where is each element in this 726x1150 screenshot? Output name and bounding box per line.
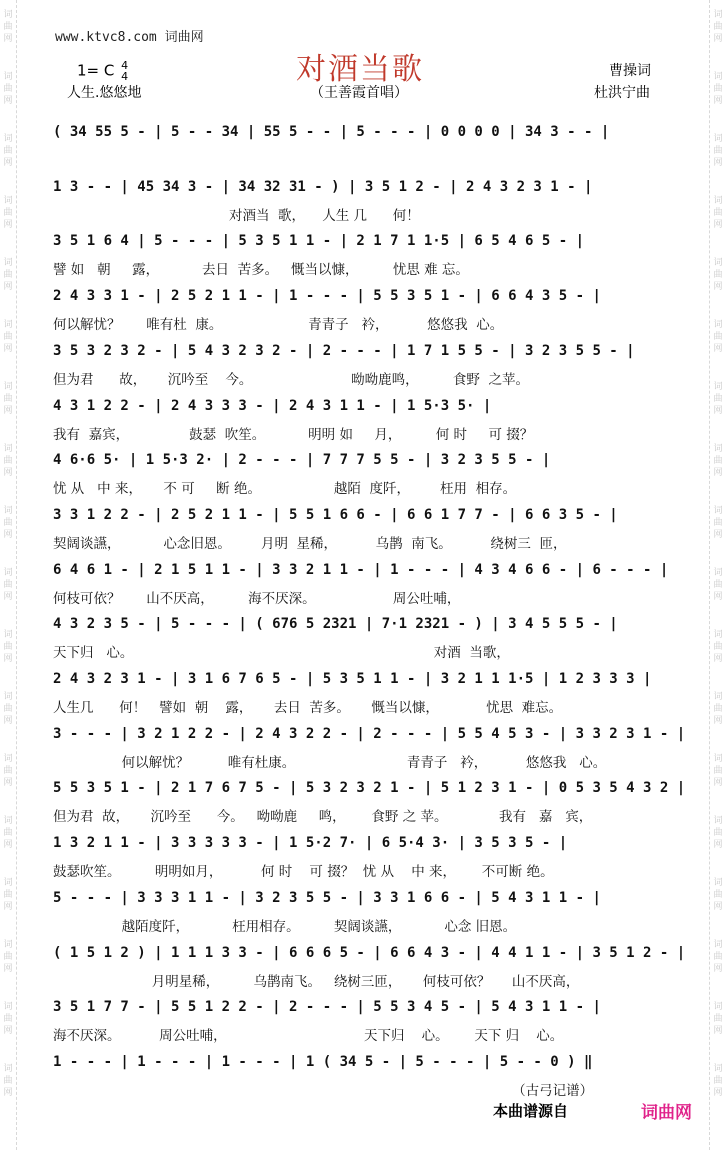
watermark-glyph: 词 xyxy=(3,754,13,764)
watermark-glyph: 曲 xyxy=(713,704,723,714)
watermark-glyph: 曲 xyxy=(713,766,723,776)
watermark-glyph: 曲 xyxy=(713,22,723,32)
score-row xyxy=(53,944,686,990)
score-row xyxy=(53,834,665,881)
watermark-glyph: 词 xyxy=(713,568,723,578)
watermark-glyph: 词 xyxy=(3,630,13,640)
watermark-glyph: 词 xyxy=(3,506,13,516)
watermark-glyph: 词 xyxy=(713,72,723,82)
watermark-glyph: 词 xyxy=(713,1002,723,1012)
time-top: 4 xyxy=(121,59,129,72)
score-row xyxy=(53,889,665,935)
lyric-line: 海不厌深。 周公吐哺， 天下归 心。 天下 归 心。 xyxy=(53,1028,564,1045)
watermark-glyph: 曲 xyxy=(713,890,723,900)
score-row xyxy=(53,178,665,224)
watermark-glyph: 词 xyxy=(3,134,13,144)
notation-line: ( 1 5 1 2 ) | 1 1 1 3 3 - | 6 6 6 5 - | 6 6 4 3 - | 4 4 1 1 - | 3 5 1 2 - | xyxy=(53,944,686,961)
watermark-glyph: 网 xyxy=(3,654,13,664)
lyric-line: 忧 从 中 来， 不 可 断 绝。 越陌 度阡， 枉用 相存。 xyxy=(53,481,517,498)
watermark-glyph: 网 xyxy=(3,468,13,478)
watermark-glyph: 网 xyxy=(713,344,723,354)
watermark-glyph: 网 xyxy=(713,1088,723,1098)
watermark-glyph: 网 xyxy=(713,158,723,168)
score-row xyxy=(53,725,686,771)
watermark-glyph: 曲 xyxy=(713,208,723,218)
watermark-glyph: 曲 xyxy=(3,1014,13,1024)
watermark-glyph: 词 xyxy=(713,878,723,888)
watermark-glyph: 曲 xyxy=(713,518,723,528)
watermark-glyph: 词 xyxy=(713,382,723,392)
watermark-glyph: 网 xyxy=(713,406,723,416)
watermark-glyph: 曲 xyxy=(713,146,723,156)
watermark-glyph: 曲 xyxy=(3,828,13,838)
right-watermark-strip xyxy=(709,0,726,1150)
notation-line: 5 - - - | 3 3 3 1 1 - | 3 2 3 5 5 - | 3 3 1 6 6 - | 5 4 3 1 1 - | xyxy=(53,889,601,906)
watermark-glyph: 曲 xyxy=(713,456,723,466)
watermark-glyph: 曲 xyxy=(3,208,13,218)
time-bottom: 4 xyxy=(121,70,129,83)
lyric-line: 对酒当 歌， 人生 几 何！ xyxy=(53,207,420,224)
watermark-glyph: 曲 xyxy=(3,704,13,714)
watermark-glyph: 曲 xyxy=(3,952,13,962)
score-row xyxy=(53,123,665,151)
watermark-glyph: 词 xyxy=(713,630,723,640)
watermark-glyph: 曲 xyxy=(3,84,13,94)
watermark-glyph: 词 xyxy=(713,754,723,764)
watermark-glyph: 网 xyxy=(713,778,723,788)
watermark-glyph: 网 xyxy=(713,902,723,912)
watermark-glyph: 词 xyxy=(713,816,723,826)
notation-line: 1 3 - - | 45 34 3 - | 34 32 31 - ) | 3 5 1 2 - | 2 4 3 2 3 1 - | xyxy=(53,178,593,195)
watermark-glyph: 曲 xyxy=(713,580,723,590)
lyric-line: 何枝可依？ 山不厌高， 海不厌深。 周公吐哺， xyxy=(53,590,461,607)
watermark-glyph: 网 xyxy=(3,592,13,602)
notation-line: 3 3 1 2 2 - | 2 5 2 1 1 - | 5 5 1 6 6 - | 6 6 1 7 7 - | 6 6 3 5 - | xyxy=(53,506,618,523)
lyric-line: 人生几 何！ 譬如 朝 露， 去日 苦多。 慨当以慷， 忧思 难忘。 xyxy=(53,700,563,716)
watermark-glyph: 网 xyxy=(3,530,13,540)
watermark-glyph: 词 xyxy=(3,940,13,950)
lyric-line: （古弓记谱） xyxy=(53,1082,594,1099)
lyric-line: 天下归 心。 对酒 当歌， xyxy=(53,645,510,662)
watermark-glyph: 曲 xyxy=(713,270,723,280)
lyricist-credit: 曹操词 xyxy=(609,63,651,79)
score-row xyxy=(53,287,665,334)
watermark-glyph: 曲 xyxy=(3,1076,13,1086)
lyric-line: 月明星稀， 乌鹊南飞。 绕树三匝， 何枝可依？ 山不厌高， xyxy=(53,973,580,990)
song-title: 对酒当歌 xyxy=(296,52,424,87)
watermark-glyph: 曲 xyxy=(3,890,13,900)
watermark-glyph: 网 xyxy=(713,716,723,726)
score-row xyxy=(53,779,686,826)
watermark-glyph: 曲 xyxy=(3,394,13,404)
source-logo: 词曲网 xyxy=(641,1103,692,1123)
notation-line: 2 4 3 3 1 - | 2 5 2 1 1 - | 1 - - - | 5 5 3 5 1 - | 6 6 4 3 5 - | xyxy=(53,288,601,305)
watermark-glyph: 曲 xyxy=(713,828,723,838)
notation-line: 3 - - - | 3 2 1 2 2 - | 2 4 3 2 2 - | 2 - - - | 5 5 4 5 3 - | 3 3 2 3 1 - | xyxy=(53,725,686,742)
score-row xyxy=(53,397,665,443)
watermark-glyph: 曲 xyxy=(713,1076,723,1086)
score-row xyxy=(53,998,665,1045)
key-signature xyxy=(77,60,128,82)
watermark-glyph: 曲 xyxy=(713,1014,723,1024)
watermark-glyph: 词 xyxy=(3,1002,13,1012)
watermark-glyph: 网 xyxy=(3,1088,13,1098)
watermark-glyph: 网 xyxy=(3,344,13,354)
watermark-glyph: 网 xyxy=(3,902,13,912)
notation-line: 1 - - - | 1 - - - | 1 - - - | 1 ( 34 5 - | 5 - - - | 5 - - 0 ) ‖ xyxy=(53,1053,593,1070)
watermark-glyph: 词 xyxy=(3,444,13,454)
watermark-glyph: 网 xyxy=(3,406,13,416)
site-url: www.ktvc8.com 词曲网 xyxy=(55,30,204,45)
notation-line: 5 5 3 5 1 - | 2 1 7 6 7 5 - | 5 3 2 3 2 1 - | 5 1 2 3 1 - | 0 5 3 5 4 3 2 | xyxy=(53,780,686,797)
watermark-glyph: 网 xyxy=(713,530,723,540)
lyric-line: 契阔谈讌， 心念旧恩。 月明 星稀， 乌鹊 南飞。 绕树三 匝， xyxy=(53,535,567,552)
watermark-glyph: 网 xyxy=(713,654,723,664)
notation-line: 4 6·6 5· | 1 5·3 2· | 2 - - - | 7 7 7 5 5 - | 3 2 3 5 5 - | xyxy=(53,452,551,469)
time-signature xyxy=(121,60,128,82)
watermark-glyph: 网 xyxy=(713,964,723,974)
watermark-glyph: 网 xyxy=(3,96,13,106)
watermark-glyph: 词 xyxy=(713,134,723,144)
watermark-glyph: 曲 xyxy=(713,84,723,94)
watermark-glyph: 词 xyxy=(713,258,723,268)
score-row xyxy=(53,506,665,552)
notation-line: 1 3 2 1 1 - | 3 3 3 3 3 - | 1 5·2 7· | 6 5·4 3· | 3 5 3 5 - | xyxy=(53,835,568,852)
watermark-glyph: 网 xyxy=(3,964,13,974)
watermark-glyph: 曲 xyxy=(3,270,13,280)
watermark-glyph: 曲 xyxy=(3,456,13,466)
score-row xyxy=(53,1053,665,1099)
tempo-mood: 人生.悠悠地 xyxy=(67,85,142,101)
score-row xyxy=(53,342,665,388)
watermark-glyph: 曲 xyxy=(713,642,723,652)
watermark-glyph: 网 xyxy=(713,282,723,292)
lyric-line: 我有 嘉宾， 鼓瑟 吹笙。 明明 如 月， 何 时 可 掇？ xyxy=(53,426,534,443)
watermark-glyph: 网 xyxy=(3,282,13,292)
score-row xyxy=(53,615,665,662)
notation-line: 2 4 3 2 3 1 - | 3 1 6 7 6 5 - | 5 3 5 1 1 - | 3 2 1 1 1·5 | 1 2 3 3 3 | xyxy=(53,671,652,687)
key-label: 1= C xyxy=(77,61,115,80)
source-label: 本曲谱源自 xyxy=(493,1102,569,1120)
score-row xyxy=(53,670,665,716)
watermark-glyph: 曲 xyxy=(3,332,13,342)
score-row xyxy=(53,451,665,498)
watermark-glyph: 曲 xyxy=(713,952,723,962)
notation-line: 3 5 1 7 7 - | 5 5 1 2 2 - | 2 - - - | 5 5 3 4 5 - | 5 4 3 1 1 - | xyxy=(53,999,601,1016)
watermark-glyph: 词 xyxy=(713,940,723,950)
watermark-glyph: 网 xyxy=(713,220,723,230)
watermark-glyph: 词 xyxy=(3,878,13,888)
lyric-line: 譬 如 朝 露， 去日 苦多。 慨当以慷， 忧思 难 忘。 xyxy=(53,262,469,279)
lyric-line: 但为君 故， 沉吟至 今。 呦呦鹿 鸣， 食野 之 苹。 我有 嘉 宾， xyxy=(53,809,593,826)
watermark-glyph: 曲 xyxy=(3,580,13,590)
score-row xyxy=(53,561,669,607)
watermark-glyph: 词 xyxy=(3,72,13,82)
watermark-glyph: 词 xyxy=(3,568,13,578)
notation-line: ( 34 55 5 - | 5 - - 34 | 55 5 - - | 5 - - - | 0 0 0 0 | 34 3 - - | xyxy=(53,124,610,140)
notation-line: 4 3 1 2 2 - | 2 4 3 3 3 - | 2 4 3 1 1 - | 1 5·3 5· | xyxy=(53,397,492,414)
watermark-glyph: 网 xyxy=(3,1026,13,1036)
watermark-glyph: 词 xyxy=(3,692,13,702)
watermark-glyph: 词 xyxy=(3,196,13,206)
watermark-glyph: 词 xyxy=(713,10,723,20)
watermark-glyph: 网 xyxy=(713,468,723,478)
lyric-line: 鼓瑟吹笙。 明明如月， 何 时 可 掇？ 忧 从 中 来， 不可断 绝。 xyxy=(53,864,554,881)
score-row xyxy=(53,232,665,279)
lyric-line: 但为君 故， 沉吟至 今。 呦呦鹿鸣， 食野 之苹。 xyxy=(53,371,529,388)
watermark-glyph: 网 xyxy=(3,778,13,788)
watermark-glyph: 网 xyxy=(713,592,723,602)
watermark-glyph: 网 xyxy=(713,34,723,44)
lyric-line: 越陌度阡， 枉用相存。 契阔谈讌， 心念 旧恩。 xyxy=(53,918,517,935)
composer-credit: 杜洪宁曲 xyxy=(594,85,650,101)
watermark-glyph: 词 xyxy=(3,816,13,826)
watermark-glyph: 词 xyxy=(3,1064,13,1074)
watermark-glyph: 网 xyxy=(3,34,13,44)
watermark-glyph: 曲 xyxy=(3,22,13,32)
watermark-glyph: 词 xyxy=(3,258,13,268)
notation-line: 3 5 1 6 4 | 5 - - - | 5 3 5 1 1 - | 2 1 7 1 1·5 | 6 5 4 6 5 - | xyxy=(53,233,585,250)
notation-line: 6 4 6 1 - | 2 1 5 1 1 - | 3 3 2 1 1 - | 1 - - - | 4 3 4 6 6 - | 6 - - - | xyxy=(53,561,669,578)
watermark-glyph: 曲 xyxy=(3,518,13,528)
watermark-glyph: 网 xyxy=(713,1026,723,1036)
left-watermark-strip xyxy=(0,0,17,1150)
watermark-glyph: 词 xyxy=(3,382,13,392)
watermark-glyph: 词 xyxy=(713,506,723,516)
watermark-glyph: 词 xyxy=(3,10,13,20)
watermark-glyph: 词 xyxy=(713,692,723,702)
watermark-glyph: 网 xyxy=(3,716,13,726)
lyric-line: 何以解忧？ 唯有杜 康。 青青子 衿， 悠悠我 心。 xyxy=(53,317,504,334)
watermark-glyph: 曲 xyxy=(3,642,13,652)
watermark-glyph: 曲 xyxy=(3,766,13,776)
watermark-glyph: 网 xyxy=(713,96,723,106)
watermark-glyph: 网 xyxy=(713,840,723,850)
watermark-glyph: 词 xyxy=(713,444,723,454)
watermark-glyph: 曲 xyxy=(713,394,723,404)
watermark-glyph: 网 xyxy=(3,220,13,230)
watermark-glyph: 网 xyxy=(3,840,13,850)
notation-line: 4 3 2 3 5 - | 5 - - - | ( 676 5 2321 | 7·1 2321 - ) | 3 4 5 5 5 - | xyxy=(53,616,618,633)
lyric-line: 何以解忧？ 唯有杜康。 青青子 衿， 悠悠我 心。 xyxy=(53,754,607,771)
notation-line: 3 5 3 2 3 2 - | 5 4 3 2 3 2 - | 2 - - - | 1 7 1 5 5 - | 3 2 3 5 5 - | xyxy=(53,342,635,359)
watermark-glyph: 曲 xyxy=(713,332,723,342)
watermark-glyph: 网 xyxy=(3,158,13,168)
watermark-glyph: 词 xyxy=(3,320,13,330)
watermark-glyph: 词 xyxy=(713,196,723,206)
watermark-glyph: 曲 xyxy=(3,146,13,156)
singer-credit: （王善霞首唱） xyxy=(310,85,408,101)
watermark-glyph: 词 xyxy=(713,320,723,330)
watermark-glyph: 词 xyxy=(713,1064,723,1074)
